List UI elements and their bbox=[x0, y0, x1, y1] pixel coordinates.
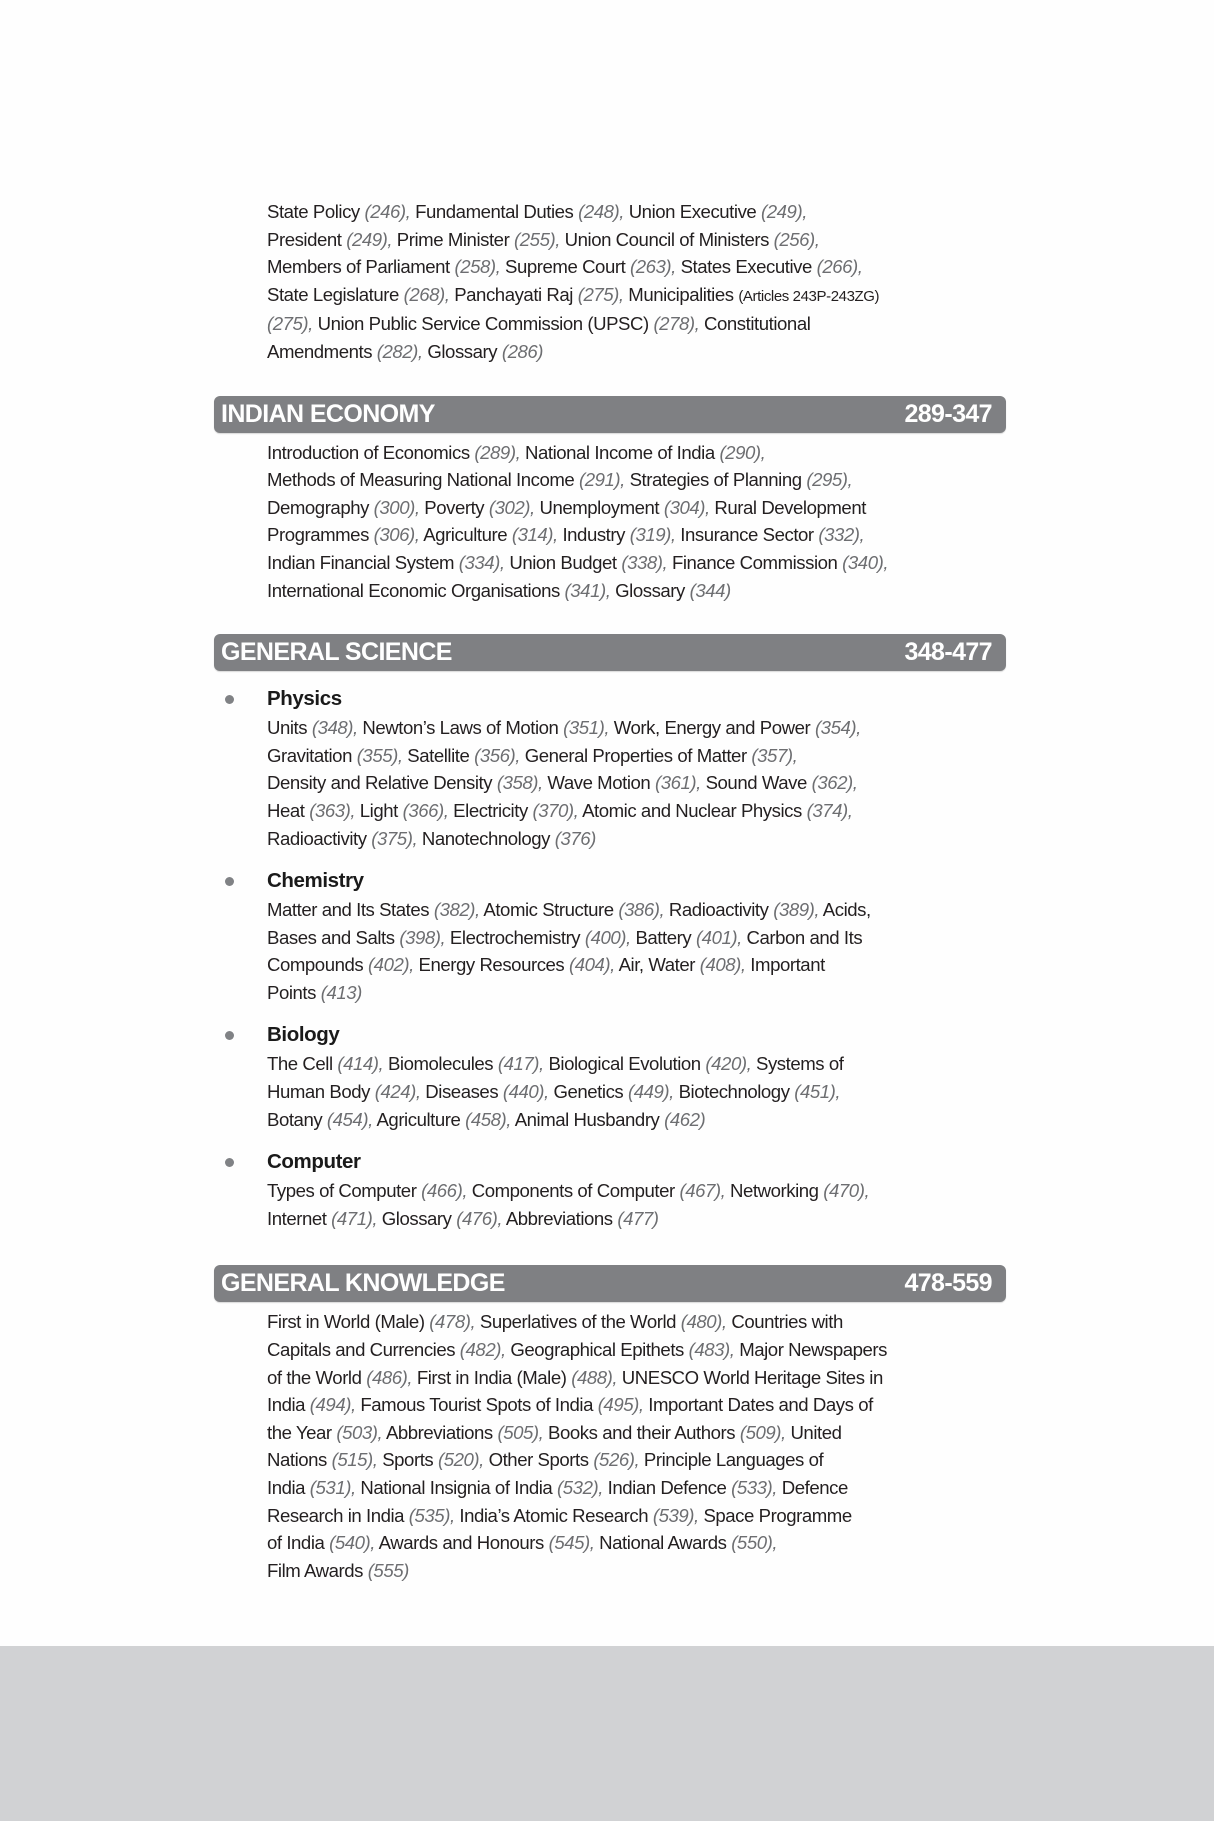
topic-title: Internet bbox=[267, 1207, 332, 1229]
topic-list-general-knowledge bbox=[267, 1308, 987, 1584]
topic-title: General Properties of Matter bbox=[519, 744, 752, 766]
topic-title: Atomic Structure bbox=[479, 899, 619, 921]
topic-title: National Insignia of India bbox=[355, 1477, 558, 1498]
topic-title: Awards and Honours bbox=[374, 1532, 549, 1554]
page-reference: (482), bbox=[459, 1339, 506, 1361]
topic-title: Bases and Salts bbox=[267, 926, 400, 948]
page-reference: (555) bbox=[367, 1559, 409, 1581]
page-reference: (467), bbox=[679, 1180, 726, 1202]
topic-title: Glossary bbox=[610, 579, 690, 601]
topic-title: Abbreviations bbox=[382, 1421, 498, 1443]
subsection-biology bbox=[214, 1020, 1006, 1133]
page-reference: (494), bbox=[309, 1394, 356, 1416]
topic-title: Types of Computer bbox=[267, 1180, 422, 1202]
page-reference: (340), bbox=[842, 551, 889, 573]
page-reference: (535), bbox=[408, 1504, 455, 1526]
topic-title: Strategies of Planning bbox=[624, 469, 807, 491]
page-reference: (424), bbox=[374, 1081, 421, 1103]
page-reference: (255), bbox=[514, 228, 560, 250]
page-reference: (476), bbox=[456, 1207, 503, 1229]
section-title: GENERAL SCIENCE bbox=[221, 638, 452, 667]
page-reference: (351), bbox=[563, 717, 610, 739]
topic-title: Agriculture bbox=[419, 524, 512, 546]
topic-title: Networking bbox=[725, 1180, 824, 1202]
topic-title: Other Sports bbox=[483, 1449, 594, 1471]
page-reference: (291), bbox=[579, 469, 625, 491]
page-reference: (478), bbox=[429, 1311, 476, 1333]
page-reference: (358), bbox=[496, 772, 543, 794]
topic-title: Wave Motion bbox=[542, 772, 655, 794]
page-reference: (458), bbox=[465, 1108, 511, 1130]
page-reference: (354), bbox=[814, 717, 861, 739]
page-reference: (486), bbox=[366, 1366, 413, 1388]
page-reference: (550), bbox=[731, 1532, 778, 1554]
section-title: GENERAL KNOWLEDGE bbox=[221, 1269, 505, 1298]
page-reference: (483), bbox=[688, 1339, 735, 1361]
page-reference: (249), bbox=[761, 201, 807, 222]
topic-title: India bbox=[267, 1477, 310, 1498]
page-reference: (532), bbox=[557, 1477, 603, 1498]
page-reference: (304), bbox=[663, 496, 710, 518]
page-reference: (275), bbox=[267, 313, 313, 335]
topic-title: Acids, bbox=[819, 899, 871, 921]
section-header-general-science[interactable] bbox=[214, 634, 1006, 671]
page-reference: (366), bbox=[402, 799, 449, 821]
topic-title: Panchayati Raj bbox=[449, 283, 578, 305]
page-reference: (531), bbox=[309, 1477, 356, 1498]
topic-title: Heat bbox=[267, 799, 310, 821]
topic-title: Biotechnology bbox=[673, 1081, 795, 1103]
topic-title: Abbreviations bbox=[502, 1207, 618, 1229]
topic-title: Rural Development bbox=[709, 496, 866, 518]
page-reference: (509), bbox=[739, 1421, 786, 1443]
page-reference: (348), bbox=[311, 717, 358, 739]
topic-title: Genetics bbox=[548, 1081, 628, 1103]
page-reference: (363), bbox=[309, 799, 356, 821]
topic-title: Sound Wave bbox=[700, 772, 812, 794]
topic-title: Supreme Court bbox=[500, 256, 631, 278]
topic-title: State Legislature bbox=[267, 283, 404, 305]
topic-title: Work, Energy and Power bbox=[609, 717, 815, 739]
topic-title: Matter and Its States bbox=[267, 899, 434, 921]
page-reference: (375), bbox=[371, 827, 418, 849]
page-reference: (539), bbox=[652, 1504, 699, 1526]
page-reference: (480), bbox=[680, 1311, 727, 1333]
page-reference: (401), bbox=[695, 926, 742, 948]
page-reference: (295), bbox=[806, 469, 853, 491]
topic-title: Botany bbox=[267, 1108, 327, 1130]
page-reference: (454), bbox=[326, 1108, 373, 1130]
page-reference: (286) bbox=[501, 340, 544, 362]
bullet-icon bbox=[225, 1158, 234, 1167]
page-reference: (249), bbox=[346, 228, 393, 250]
topic-title: Components of Computer bbox=[467, 1180, 680, 1202]
topic-title: Glossary bbox=[377, 1207, 457, 1229]
page-reference: (515), bbox=[331, 1449, 378, 1471]
topic-title: Union Public Service Commission (UPSC) bbox=[312, 313, 654, 335]
topic-title: Energy Resources bbox=[413, 954, 569, 976]
page-reference: (488), bbox=[571, 1366, 618, 1388]
page-reference: (440), bbox=[502, 1081, 549, 1103]
topic-title: of India bbox=[267, 1532, 330, 1554]
page-reference: (302), bbox=[488, 496, 535, 518]
topic-title: Radioactivity bbox=[664, 899, 774, 921]
topic-title: National Awards bbox=[594, 1532, 732, 1554]
topic-title: Atomic and Nuclear Physics bbox=[578, 799, 807, 821]
topic-title: Principle Languages of bbox=[639, 1449, 824, 1471]
topic-title: Nanotechnology bbox=[417, 827, 555, 849]
page-reference: (300), bbox=[373, 496, 420, 518]
topic-note: (Articles 243P-243ZG) bbox=[738, 287, 880, 305]
page-reference: (386), bbox=[618, 899, 665, 921]
topic-title: Points bbox=[267, 981, 321, 1003]
topic-title: Sports bbox=[377, 1449, 438, 1471]
page-reference: (533), bbox=[731, 1477, 778, 1498]
topic-title: Insurance Sector bbox=[675, 524, 819, 546]
page-reference: (282), bbox=[376, 340, 423, 362]
page-reference: (362), bbox=[811, 772, 858, 794]
topic-title: Unemployment bbox=[534, 496, 664, 518]
topic-title: India bbox=[267, 1394, 310, 1416]
topic-title: Books and their Authors bbox=[543, 1421, 740, 1443]
topic-title: Fundamental Duties bbox=[410, 201, 579, 222]
page-reference: (449), bbox=[627, 1081, 674, 1103]
page-reference: (414), bbox=[337, 1053, 384, 1075]
page-reference: (246), bbox=[364, 201, 411, 222]
topic-title: United bbox=[785, 1421, 842, 1443]
topic-list-physics bbox=[267, 714, 987, 852]
topic-title: Battery bbox=[630, 926, 696, 948]
page-reference: (268), bbox=[403, 283, 450, 305]
topic-title: Carbon and Its bbox=[741, 926, 863, 948]
topic-title: the Year bbox=[267, 1421, 337, 1443]
topic-title: Programmes bbox=[267, 524, 374, 546]
page-reference: (520), bbox=[437, 1449, 484, 1471]
topic-title: State Policy bbox=[267, 201, 365, 222]
topic-title: Methods of Measuring National Income bbox=[267, 469, 580, 491]
topic-title: Municipalities bbox=[623, 283, 739, 305]
page-reference: (263), bbox=[630, 256, 676, 278]
subsection-chemistry bbox=[214, 866, 1006, 1006]
page-reference: (526), bbox=[593, 1449, 640, 1471]
bullet-icon bbox=[225, 695, 234, 704]
page-reference: (505), bbox=[497, 1421, 544, 1443]
table-of-contents bbox=[214, 198, 1006, 1584]
topic-title: Famous Tourist Spots of India bbox=[355, 1394, 598, 1416]
topic-list-biology bbox=[267, 1050, 987, 1133]
topic-title: Satellite bbox=[402, 744, 475, 766]
topic-title: National Income of India bbox=[520, 441, 720, 463]
topic-title: Density and Relative Density bbox=[267, 772, 497, 794]
page-reference: (248), bbox=[578, 201, 624, 222]
topic-title: Biomolecules bbox=[383, 1053, 498, 1075]
page-reference: (376) bbox=[554, 827, 596, 849]
page-reference: (289), bbox=[474, 441, 521, 463]
page-reference: (332), bbox=[818, 524, 865, 546]
topic-title: Union Budget bbox=[504, 551, 622, 573]
section-header-general-knowledge[interactable] bbox=[214, 1265, 1006, 1302]
topic-title: Electrochemistry bbox=[445, 926, 585, 948]
topic-title: International Economic Organisations bbox=[267, 579, 565, 601]
topic-title: Poverty bbox=[419, 496, 489, 518]
topic-title: Introduction of Economics bbox=[267, 441, 475, 463]
topic-title: Electricity bbox=[448, 799, 533, 821]
page-reference: (258), bbox=[454, 256, 501, 278]
page-reference: (470), bbox=[823, 1180, 870, 1202]
topic-title: Finance Commission bbox=[667, 551, 843, 573]
topic-title: Film Awards bbox=[267, 1559, 368, 1581]
topic-title: Constitutional bbox=[699, 313, 811, 335]
topic-title: Nations bbox=[267, 1449, 332, 1471]
page-reference: (417), bbox=[497, 1053, 544, 1075]
page-reference: (266), bbox=[816, 256, 863, 278]
topic-title: Space Programme bbox=[698, 1504, 852, 1526]
topic-title: Diseases bbox=[420, 1081, 503, 1103]
topic-title: Indian Financial System bbox=[267, 551, 459, 573]
page-reference: (319), bbox=[629, 524, 676, 546]
topic-title: Agriculture bbox=[372, 1108, 466, 1130]
section-title: INDIAN ECONOMY bbox=[221, 399, 435, 428]
topic-title: Amendments bbox=[267, 340, 377, 362]
page-reference: (355), bbox=[356, 744, 403, 766]
topic-title: Superlatives of the World bbox=[475, 1311, 681, 1333]
page-reference: (477) bbox=[617, 1207, 659, 1229]
page-reference: (275), bbox=[577, 283, 624, 305]
topic-title: of the World bbox=[267, 1366, 367, 1388]
topic-title: Research in India bbox=[267, 1504, 409, 1526]
topic-list-chemistry bbox=[267, 896, 987, 1006]
subsection-heading: Computer bbox=[267, 1150, 361, 1174]
page-reference: (389), bbox=[773, 899, 820, 921]
page-reference: (420), bbox=[705, 1053, 752, 1075]
topic-title: Union Executive bbox=[623, 201, 762, 222]
page-reference: (374), bbox=[806, 799, 853, 821]
page-reference: (400), bbox=[584, 926, 631, 948]
page-reference: (382), bbox=[433, 899, 480, 921]
topic-title: Glossary bbox=[422, 340, 502, 362]
topic-title: Newton’s Laws of Motion bbox=[357, 717, 564, 739]
page-reference: (290), bbox=[719, 441, 766, 463]
section-header-indian-economy[interactable] bbox=[214, 396, 1006, 433]
topic-title: President bbox=[267, 228, 347, 250]
page-reference: (341), bbox=[564, 579, 611, 601]
topic-title: Important Dates and Days of bbox=[643, 1394, 873, 1416]
section-page-range: 289-347 bbox=[904, 399, 992, 428]
bullet-icon bbox=[225, 877, 234, 886]
page-reference: (451), bbox=[794, 1081, 841, 1103]
topic-title: Geographical Epithets bbox=[505, 1339, 689, 1361]
page-reference: (338), bbox=[621, 551, 668, 573]
topic-title: First in World (Male) bbox=[267, 1311, 430, 1333]
topic-title: Biological Evolution bbox=[543, 1053, 706, 1075]
section-page-range: 348-477 bbox=[904, 638, 992, 667]
topic-title: First in India (Male) bbox=[412, 1366, 572, 1388]
page-reference: (503), bbox=[336, 1421, 383, 1443]
page-reference: (471), bbox=[331, 1207, 378, 1229]
topic-title: Defence bbox=[777, 1477, 848, 1498]
bullet-icon bbox=[225, 1031, 234, 1040]
page-reference: (361), bbox=[655, 772, 701, 794]
topic-list-computer bbox=[267, 1177, 987, 1232]
topic-title: Important bbox=[745, 954, 825, 976]
topic-title: Major Newspapers bbox=[734, 1339, 888, 1361]
topic-title: Capitals and Currencies bbox=[267, 1339, 460, 1361]
page-reference: (334), bbox=[458, 551, 505, 573]
topic-title: Union Council of Ministers bbox=[559, 228, 774, 250]
topic-title: Radioactivity bbox=[267, 827, 372, 849]
page-reference: (404), bbox=[569, 954, 615, 976]
page-reference: (356), bbox=[474, 744, 520, 766]
page-reference: (344) bbox=[689, 579, 731, 601]
page-reference: (540), bbox=[329, 1532, 375, 1554]
topic-title: Industry bbox=[557, 524, 630, 546]
topic-title: Light bbox=[355, 799, 403, 821]
topic-title: Compounds bbox=[267, 954, 368, 976]
page-reference: (408), bbox=[699, 954, 746, 976]
page-reference: (314), bbox=[511, 524, 558, 546]
subsection-heading: Biology bbox=[267, 1023, 340, 1047]
topic-title: Units bbox=[267, 717, 312, 739]
topic-title: States Executive bbox=[675, 256, 817, 278]
continued-topic-list bbox=[267, 198, 987, 366]
topic-title: UNESCO World Heritage Sites in bbox=[617, 1366, 883, 1388]
topic-title: The Cell bbox=[267, 1053, 338, 1075]
page-reference: (466), bbox=[421, 1180, 468, 1202]
page-reference: (495), bbox=[597, 1394, 644, 1416]
page-reference: (413) bbox=[320, 981, 362, 1003]
topic-title: Indian Defence bbox=[602, 1477, 732, 1498]
page-reference: (402), bbox=[367, 954, 414, 976]
topic-title: Air, Water bbox=[614, 954, 700, 976]
page-reference: (398), bbox=[399, 926, 446, 948]
topic-title: Demography bbox=[267, 496, 374, 518]
subsection-heading: Physics bbox=[267, 687, 342, 711]
topic-title: Gravitation bbox=[267, 744, 357, 766]
topic-title: Countries with bbox=[726, 1311, 843, 1333]
section-page-range: 478-559 bbox=[904, 1269, 992, 1298]
page-reference: (278), bbox=[653, 313, 700, 335]
subsection-heading: Chemistry bbox=[267, 869, 364, 893]
page-footer-band bbox=[0, 1646, 1214, 1821]
page-reference: (545), bbox=[548, 1532, 595, 1554]
page-reference: (370), bbox=[532, 799, 579, 821]
page-reference: (306), bbox=[373, 524, 420, 546]
topic-title: Animal Husbandry bbox=[511, 1108, 665, 1130]
topic-list-indian-economy bbox=[267, 439, 987, 605]
page-reference: (462) bbox=[664, 1108, 706, 1130]
topic-title: Human Body bbox=[267, 1081, 375, 1103]
subsection-computer bbox=[214, 1147, 1006, 1232]
topic-title: Systems of bbox=[751, 1053, 844, 1075]
page-reference: (357), bbox=[751, 744, 798, 766]
topic-title: Members of Parliament bbox=[267, 256, 455, 278]
subsection-physics bbox=[214, 684, 1006, 852]
page-reference: (256), bbox=[773, 228, 820, 250]
topic-title: India’s Atomic Research bbox=[454, 1504, 653, 1526]
topic-title: Prime Minister bbox=[392, 228, 515, 250]
